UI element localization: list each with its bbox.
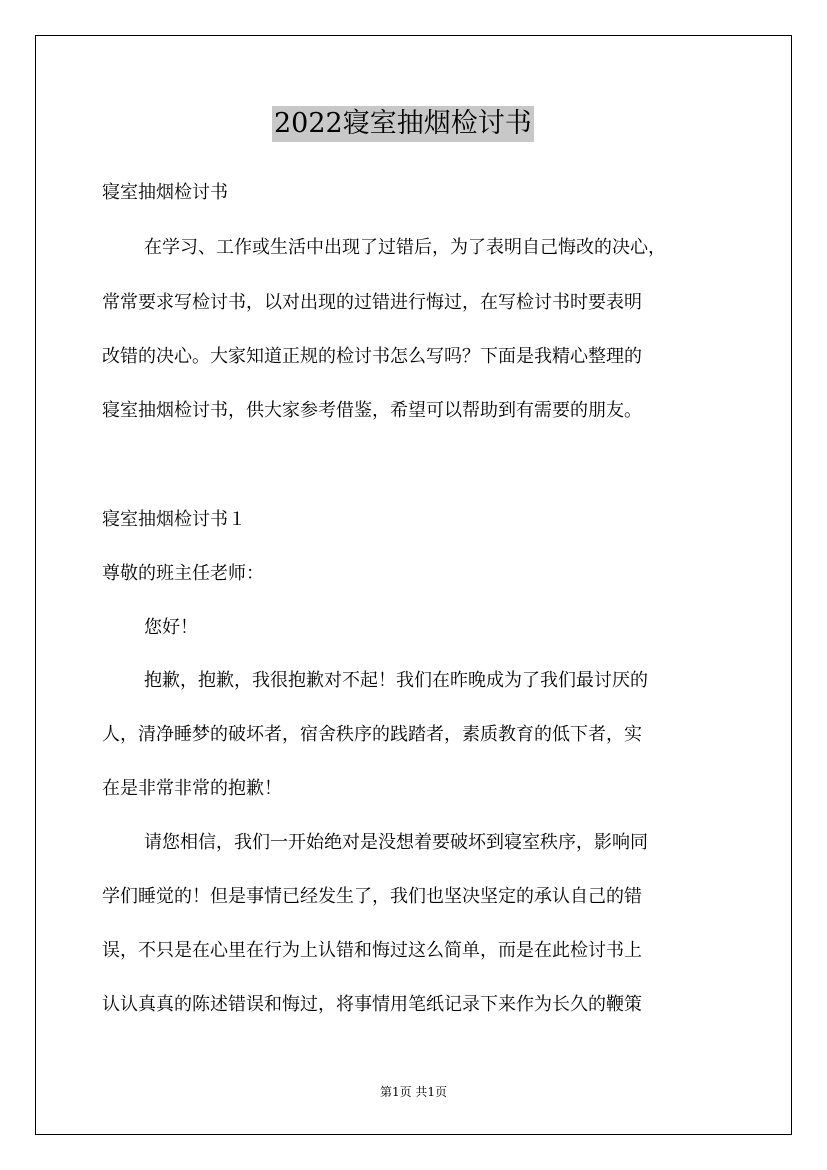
text-line: 误，不只是在心里在行为上认错和悔过这么简单，而是在此检讨书上: [102, 940, 642, 961]
text-line: 寝室抽烟检讨书: [102, 182, 228, 203]
text-line: 常常要求写检讨书，以对出现的过错进行悔过，在写检讨书时要表明: [102, 292, 642, 313]
text-line: 寝室抽烟检讨书１: [102, 509, 246, 530]
text-line: 学们睡觉的！但是事情已经发生了，我们也坚决坚定的承认自己的错: [102, 886, 642, 907]
text-line: 您好！: [144, 617, 198, 638]
text-line: 尊敬的班主任老师：: [102, 563, 264, 584]
text-line: 请您相信，我们一开始绝对是没想着要破坏到寝室秩序，影响同: [144, 832, 648, 853]
text-line: 人，清净睡梦的破坏者，宿舍秩序的践踏者，素质教育的低下者，实: [102, 724, 642, 745]
text-line: 认认真真的陈述错误和悔过，将事情用笔纸记录下来作为长久的鞭策: [102, 994, 642, 1015]
text-line: 抱歉，抱歉，我很抱歉对不起！我们在昨晚成为了我们最讨厌的: [144, 670, 648, 691]
page-footer: 第1页 共1页: [379, 1085, 448, 1099]
text-line: 改错的决心。大家知道正规的检讨书怎么写吗？下面是我精心整理的: [102, 346, 642, 367]
text-line: 在是非常非常的抱歉！: [102, 778, 282, 799]
text-line: 在学习、工作或生活中出现了过错后，为了表明自己悔改的决心，: [144, 237, 666, 258]
text-line: 寝室抽烟检讨书，供大家参考借鉴，希望可以帮助到有需要的朋友。: [102, 400, 642, 421]
document-title: 2022寝室抽烟检讨书: [272, 106, 534, 142]
